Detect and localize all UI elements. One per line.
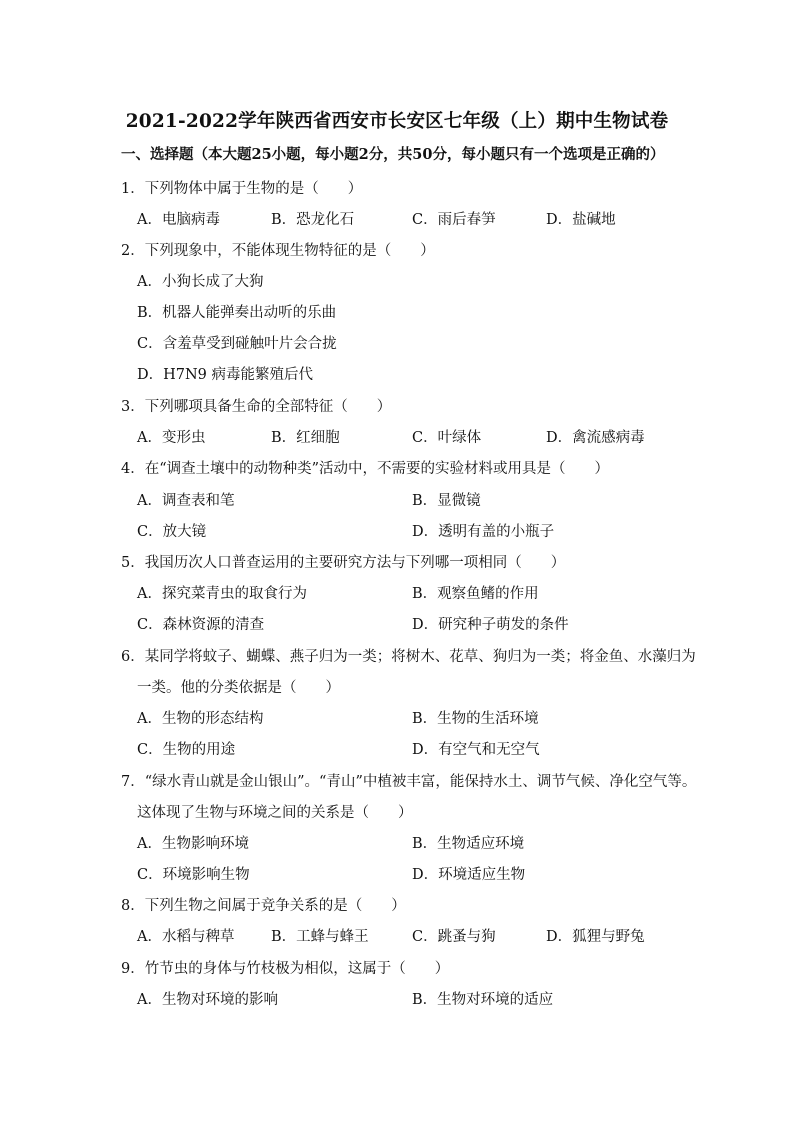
question-6-stem: 6．某同学将蚊子、蝴蝶、燕子归为一类；将树木、花草、狗归为一类；将金鱼、水藻归为 bbox=[121, 649, 696, 665]
section-heading: 一、选择题（本大题25小题，每小题2分，共50分，每小题只有一个选项是正确的） bbox=[121, 146, 665, 163]
page-title: 2021-2022学年陕西省西安市长安区七年级（上）期中生物试卷 bbox=[125, 111, 669, 132]
question-6-option-a: A．生物的形态结构 bbox=[137, 711, 264, 727]
question-3-option-d: D．禽流感病毒 bbox=[546, 430, 645, 446]
question-6-option-d: D．有空气和无空气 bbox=[412, 742, 540, 758]
question-1-option-a: A．电脑病毒 bbox=[137, 212, 220, 228]
question-3-stem: 3．下列哪项具备生命的全部特征（ ） bbox=[121, 399, 392, 415]
question-9-option-b: B．生物对环境的适应 bbox=[412, 992, 554, 1008]
question-5-option-d: D．研究种子萌发的条件 bbox=[412, 617, 569, 633]
question-9-stem: 9．竹节虫的身体与竹枝极为相似，这属于（ ） bbox=[121, 961, 450, 977]
question-7-option-d: D．环境适应生物 bbox=[412, 867, 526, 883]
question-5-option-a: A．探究菜青虫的取食行为 bbox=[137, 586, 307, 602]
question-7-option-c: C．环境影响生物 bbox=[137, 867, 250, 883]
question-9-option-a: A．生物对环境的影响 bbox=[137, 992, 278, 1008]
question-8-option-c: C．跳蚤与狗 bbox=[412, 929, 496, 945]
question-8-option-b: B．工蜂与蜂王 bbox=[271, 929, 369, 945]
question-4-option-d: D．透明有盖的小瓶子 bbox=[412, 524, 555, 540]
question-3-option-a: A．变形虫 bbox=[137, 430, 206, 446]
question-1-option-d: D．盐碱地 bbox=[546, 212, 616, 228]
question-6-option-c: C．生物的用途 bbox=[137, 742, 236, 758]
question-6-stem-continued: 一类。他的分类依据是（ ） bbox=[137, 680, 340, 696]
question-2-option-a: A．小狗长成了大狗 bbox=[137, 274, 264, 290]
question-8-option-a: A．水稻与稗草 bbox=[137, 929, 235, 945]
question-2-option-c: C．含羞草受到碰触叶片会合拢 bbox=[137, 336, 337, 352]
question-5-stem: 5．我国历次人口普查运用的主要研究方法与下列哪一项相同（ ） bbox=[121, 555, 566, 571]
question-8-option-d: D．狐狸与野兔 bbox=[546, 929, 645, 945]
question-2-option-d: D．H7N9 病毒能繁殖后代 bbox=[137, 367, 314, 383]
question-4-option-a: A．调查表和笔 bbox=[137, 493, 235, 509]
question-5-option-b: B．观察鱼鳍的作用 bbox=[412, 586, 539, 602]
question-1-stem: 1．下列物体中属于生物的是（ ） bbox=[121, 181, 363, 197]
question-4-option-c: C．放大镜 bbox=[137, 524, 207, 540]
question-2-option-b: B．机器人能弹奏出动听的乐曲 bbox=[137, 305, 337, 321]
question-7-stem: 7．“绿水青山就是金山银山”。“青山”中植被丰富，能保持水土、调节气候、净化空气等。 bbox=[121, 774, 697, 790]
question-4-stem: 4．在“调查土壤中的动物种类”活动中，不需要的实验材料或用具是（ ） bbox=[121, 461, 610, 477]
question-4-option-b: B．显微镜 bbox=[412, 493, 481, 509]
question-3-option-c: C．叶绿体 bbox=[412, 430, 482, 446]
question-1-option-b: B．恐龙化石 bbox=[271, 212, 355, 228]
question-8-stem: 8．下列生物之间属于竞争关系的是（ ） bbox=[121, 898, 406, 914]
question-7-stem-continued: 这体现了生物与环境之间的关系是（ ） bbox=[137, 805, 413, 821]
question-7-option-b: B．生物适应环境 bbox=[412, 836, 525, 852]
question-2-stem: 2．下列现象中，不能体现生物特征的是（ ） bbox=[121, 243, 435, 259]
question-7-option-a: A．生物影响环境 bbox=[137, 836, 249, 852]
question-1-option-c: C．雨后春笋 bbox=[412, 212, 496, 228]
question-6-option-b: B．生物的生活环境 bbox=[412, 711, 539, 727]
question-5-option-c: C．森林资源的清查 bbox=[137, 617, 265, 633]
question-3-option-b: B．红细胞 bbox=[271, 430, 340, 446]
